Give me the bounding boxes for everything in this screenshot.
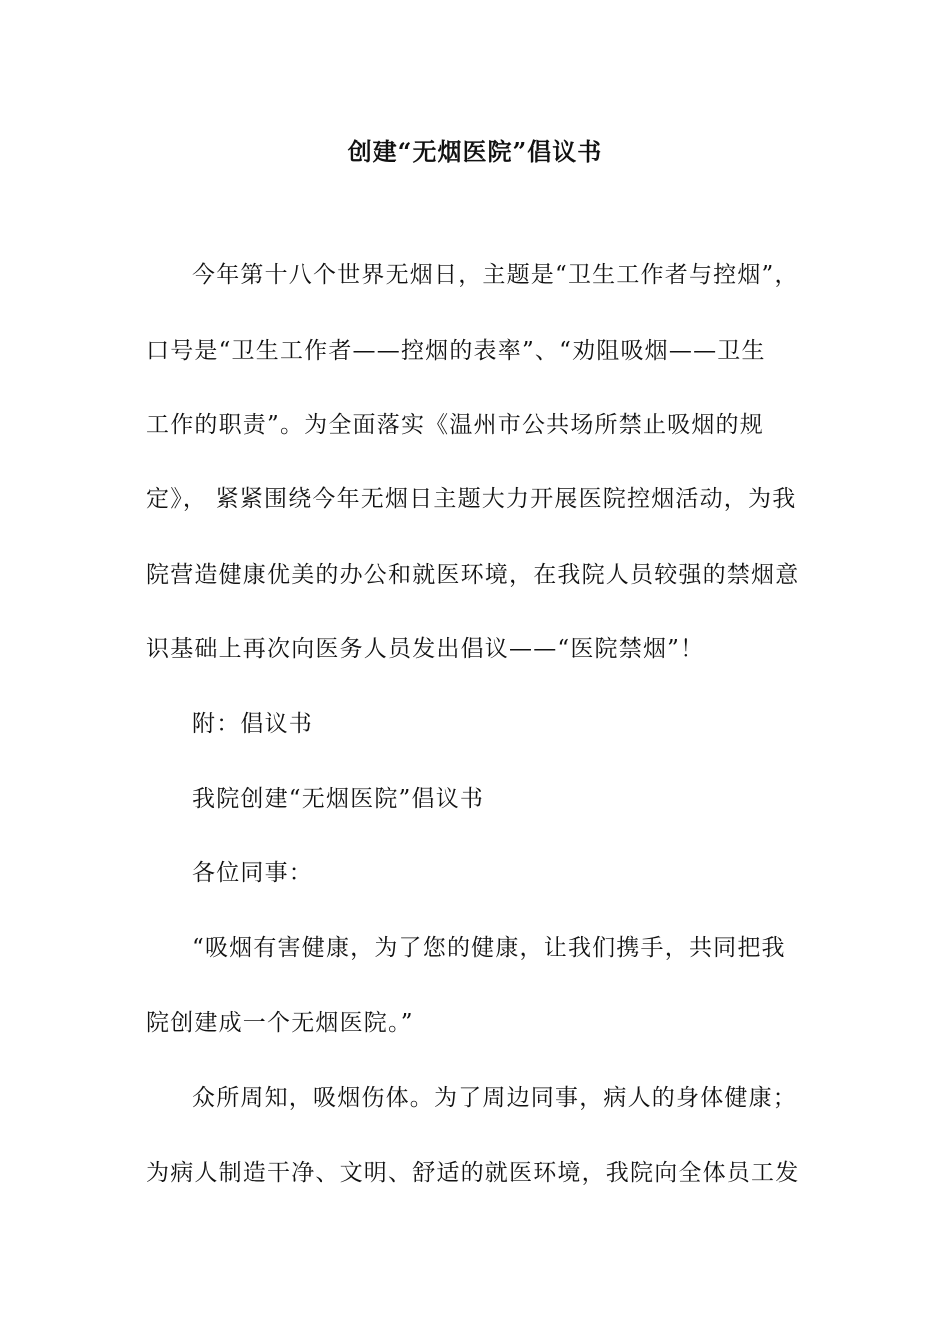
paragraph-line: 众所周知，吸烟伤体。为了周边同事，病人的身体健康；: [192, 1085, 797, 1111]
paragraph-line: 定》， 紧紧围绕今年无烟日主题大力开展医院控烟活动，为我: [146, 486, 797, 512]
paragraph-line: 今年第十八个世界无烟日，主题是“卫生工作者与控烟”，: [192, 262, 799, 288]
paragraph-line: 口号是“卫生工作者——控烟的表率”、“劝阻吸烟——卫生: [146, 338, 766, 364]
attachment-label: 附：倡议书: [192, 711, 313, 737]
document-title: 创建“无烟医院”倡议书: [347, 137, 603, 166]
paragraph-line: 院创建成一个无烟医院。”: [146, 1010, 414, 1036]
paragraph-line: “吸烟有害健康，为了您的健康，让我们携手，共同把我: [192, 935, 786, 961]
proposal-heading: 我院创建“无烟医院”倡议书: [192, 786, 485, 812]
paragraph-line: 识基础上再次向医务人员发出倡议——“医院禁烟”！: [146, 636, 705, 662]
paragraph-line: 工作的职责”。为全面落实《温州市公共场所禁止吸烟的规: [146, 412, 764, 438]
paragraph-line: 院营造健康优美的办公和就医环境，在我院人员较强的禁烟意: [146, 562, 800, 588]
paragraph-line: 为病人制造干净、文明、舒适的就医环境，我院向全体员工发: [146, 1160, 800, 1186]
salutation: 各位同事：: [192, 860, 313, 886]
